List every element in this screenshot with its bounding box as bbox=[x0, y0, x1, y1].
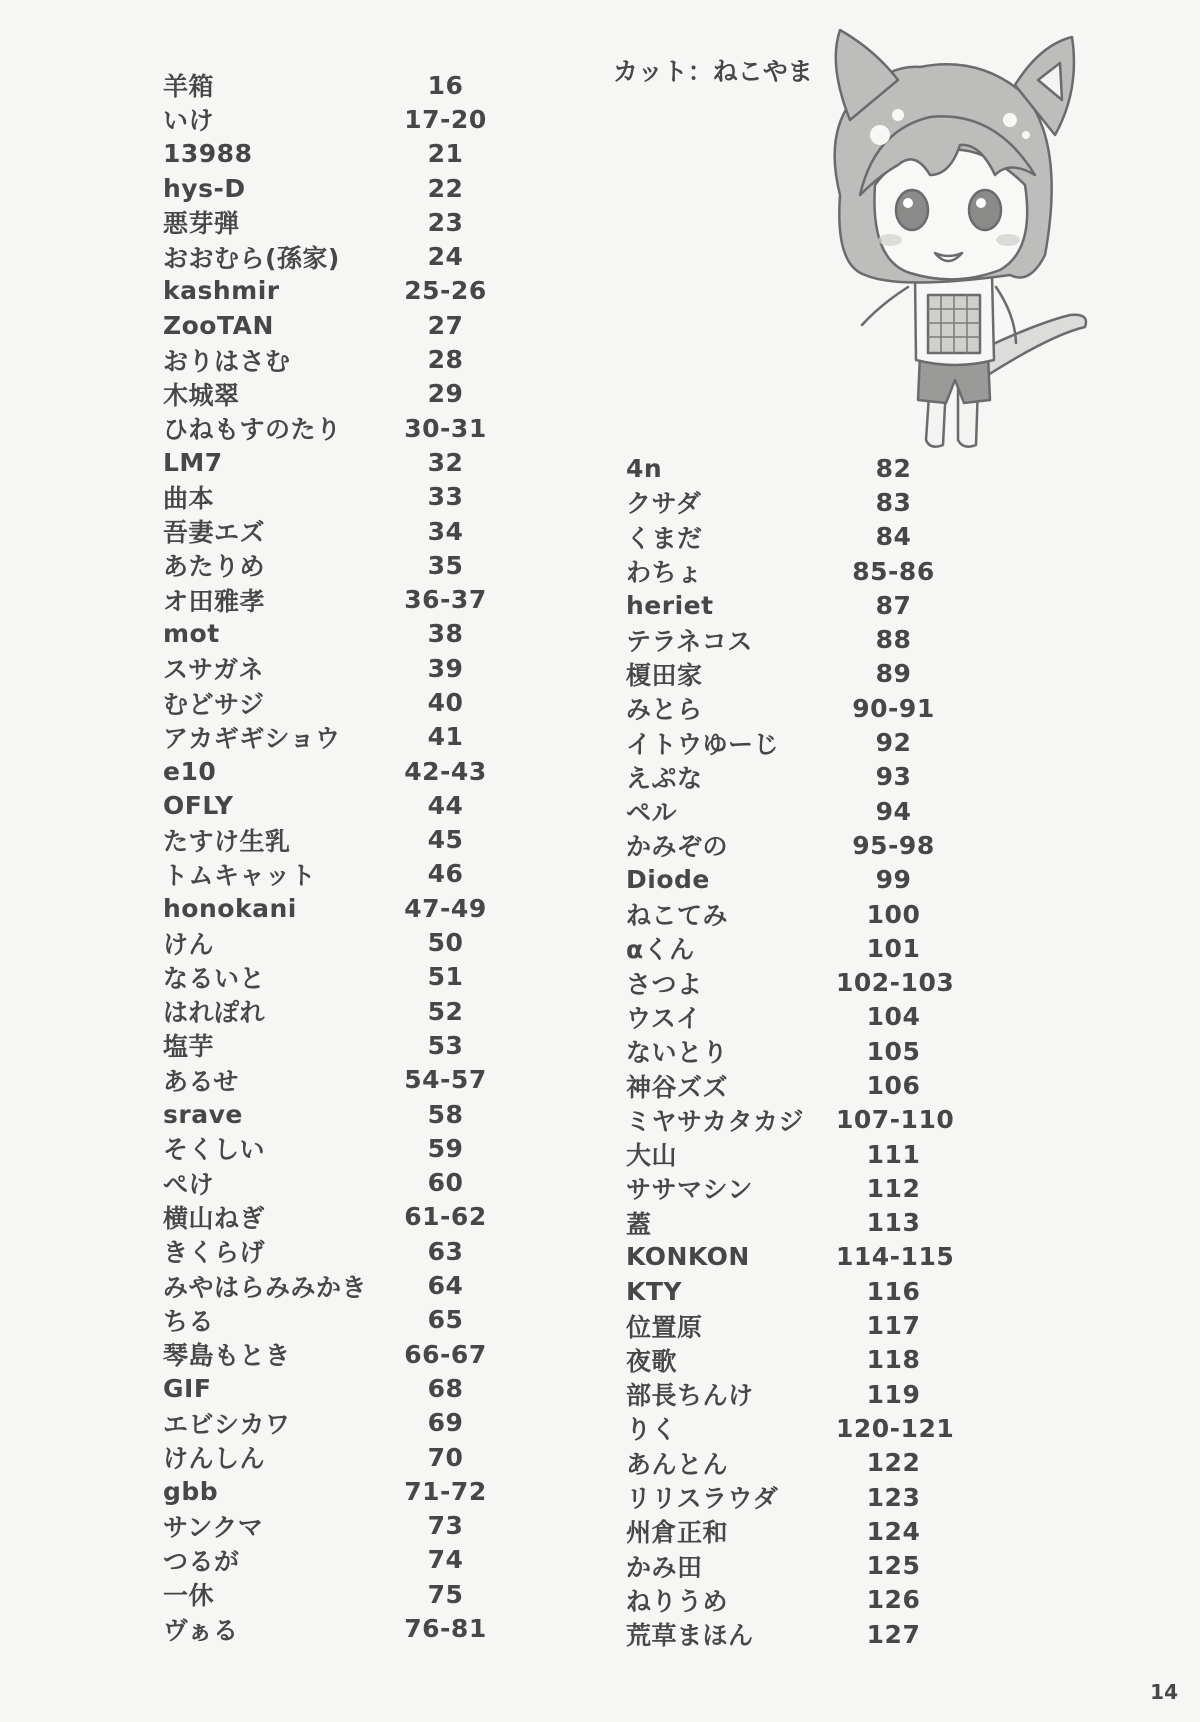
contents-entry bbox=[163, 1200, 503, 1234]
page-range: 101 bbox=[866, 933, 921, 963]
contributor-name: Diode bbox=[626, 865, 710, 895]
contributor-name: 吾妻エズ bbox=[163, 518, 266, 548]
page-range: 111 bbox=[866, 1139, 921, 1169]
contents-entry bbox=[626, 1137, 951, 1171]
contents-entry bbox=[163, 514, 503, 548]
contents-entry bbox=[163, 239, 503, 273]
page-range: 82 bbox=[875, 453, 912, 483]
contributor-name: リリスラウダ bbox=[626, 1484, 779, 1514]
contributor-name: 蓋 bbox=[626, 1209, 652, 1239]
contents-entry bbox=[163, 1166, 503, 1200]
page-range: 68 bbox=[427, 1373, 464, 1403]
page-range: 34 bbox=[427, 516, 464, 546]
contributor-name: 大山 bbox=[626, 1141, 678, 1171]
contents-entry bbox=[163, 857, 503, 891]
contributor-name: ZooTAN bbox=[163, 310, 274, 340]
contents-entry bbox=[163, 411, 503, 445]
page-range: 60 bbox=[427, 1168, 464, 1198]
page-range: 95-98 bbox=[852, 830, 935, 860]
contents-entry bbox=[163, 377, 503, 411]
page-range: 39 bbox=[427, 653, 464, 683]
contributor-name: はれぽれ bbox=[163, 998, 266, 1028]
contributor-name: 悪芽弾 bbox=[163, 209, 240, 239]
contents-entry bbox=[163, 445, 503, 479]
contents-entry bbox=[626, 1583, 951, 1617]
page-range: 113 bbox=[866, 1208, 921, 1238]
contributor-name: ミヤサカタカジ bbox=[626, 1106, 805, 1136]
contents-entry bbox=[626, 1068, 951, 1102]
contents-entry bbox=[626, 1446, 951, 1480]
contributor-name: サンクマ bbox=[163, 1512, 264, 1542]
contributor-name: トムキャット bbox=[163, 860, 317, 890]
page-range: 88 bbox=[875, 625, 912, 655]
contributor-name: 塩芋 bbox=[163, 1032, 215, 1062]
page-range: 27 bbox=[427, 310, 464, 340]
contents-entry bbox=[626, 554, 951, 588]
page-range: 53 bbox=[427, 1030, 464, 1060]
contributor-name: 部長ちんけ bbox=[626, 1381, 754, 1411]
contributor-name: さつよ bbox=[626, 969, 703, 999]
contents-entry bbox=[163, 994, 503, 1028]
contents-entry bbox=[626, 1343, 951, 1377]
contents-entry bbox=[626, 1514, 951, 1548]
contributor-name: 州倉正和 bbox=[626, 1518, 729, 1548]
page-range: 64 bbox=[427, 1271, 464, 1301]
contents-entry bbox=[163, 651, 503, 685]
page-range: 84 bbox=[875, 522, 912, 552]
contents-entry bbox=[163, 1577, 503, 1611]
contributor-list-left bbox=[163, 68, 503, 1646]
page-range: 17-20 bbox=[404, 104, 487, 134]
contributor-name: KONKON bbox=[626, 1242, 750, 1272]
contributor-name: 荒草まほん bbox=[626, 1621, 754, 1651]
contents-entry bbox=[626, 1206, 951, 1240]
contributor-name: テラネコス bbox=[626, 626, 753, 656]
contributor-name: あるせ bbox=[163, 1066, 239, 1096]
contributor-name: gbb bbox=[163, 1476, 219, 1506]
contents-entry bbox=[163, 1028, 503, 1062]
contributor-name: 13988 bbox=[163, 139, 253, 169]
page-range: 23 bbox=[427, 207, 464, 237]
contributor-name: つるが bbox=[163, 1546, 240, 1576]
contents-entry bbox=[626, 1617, 951, 1651]
contributor-name: αくん bbox=[626, 935, 695, 965]
page-range: 92 bbox=[875, 728, 912, 758]
page-range: 99 bbox=[875, 865, 912, 895]
contents-entry bbox=[163, 960, 503, 994]
page-range: 94 bbox=[875, 796, 912, 826]
contributor-name: KTY bbox=[626, 1276, 683, 1306]
contents-entry bbox=[626, 725, 951, 759]
page-range: 74 bbox=[427, 1545, 464, 1575]
contributor-name: ぺけ bbox=[163, 1169, 215, 1199]
contributor-name: 木城翠 bbox=[163, 380, 240, 410]
contributor-name: エビシカワ bbox=[163, 1409, 291, 1439]
contents-entry bbox=[163, 102, 503, 136]
contributor-name: ひねもすのたり bbox=[163, 415, 342, 445]
page-number: 14 bbox=[1150, 1680, 1178, 1704]
page-range: 59 bbox=[427, 1133, 464, 1163]
contributor-name: 夜歌 bbox=[626, 1346, 678, 1376]
contents-entry bbox=[163, 68, 503, 102]
page-range: 105 bbox=[866, 1036, 921, 1066]
contents-entry bbox=[163, 788, 503, 822]
contributor-name: きくらげ bbox=[163, 1238, 266, 1268]
page-range: 123 bbox=[866, 1482, 921, 1512]
contents-entry bbox=[163, 1097, 503, 1131]
contributor-name: なるいと bbox=[163, 963, 266, 993]
contributor-name: honokani bbox=[163, 893, 297, 923]
contributor-name: ウスイ bbox=[626, 1003, 702, 1033]
contributor-name: オ田雅孝 bbox=[163, 586, 266, 616]
contributor-name: みとら bbox=[626, 695, 703, 725]
contributor-name: mot bbox=[163, 619, 220, 649]
contents-entry bbox=[626, 794, 951, 828]
contributor-name: かみ田 bbox=[626, 1552, 703, 1582]
page-range: 51 bbox=[427, 962, 464, 992]
page-range: 106 bbox=[866, 1070, 921, 1100]
contributor-name: あんとん bbox=[626, 1449, 729, 1479]
contributor-name: スサガネ bbox=[163, 655, 265, 685]
contents-entry bbox=[163, 137, 503, 171]
contributor-name: えぷな bbox=[626, 763, 703, 793]
contents-entry bbox=[626, 965, 955, 999]
contributor-name: いけ bbox=[163, 106, 215, 136]
contributor-name: e10 bbox=[163, 756, 217, 786]
page-range: 29 bbox=[427, 379, 464, 409]
page-range: 44 bbox=[427, 790, 464, 820]
contributor-name: ねりうめ bbox=[626, 1586, 729, 1616]
contents-entry bbox=[626, 520, 951, 554]
contributor-name: みやはらみみかき bbox=[163, 1272, 368, 1302]
contributor-name: heriet bbox=[626, 590, 714, 620]
page-range: 127 bbox=[866, 1619, 921, 1649]
contributor-name: kashmir bbox=[163, 276, 280, 306]
contents-entry bbox=[626, 1274, 951, 1308]
page-range: 35 bbox=[427, 550, 464, 580]
contents-entry bbox=[163, 891, 503, 925]
contents-entry bbox=[163, 1474, 503, 1508]
contents-entry bbox=[163, 720, 503, 754]
contributor-name: わちょ bbox=[626, 558, 703, 588]
page-range: 47-49 bbox=[404, 893, 487, 923]
contributor-name: おりはさむ bbox=[163, 346, 291, 376]
page-range: 93 bbox=[875, 762, 912, 792]
contents-entry bbox=[163, 1543, 503, 1577]
contributor-name: ヴぁる bbox=[163, 1615, 239, 1645]
page-range: 25-26 bbox=[404, 276, 487, 306]
page-range: 38 bbox=[427, 619, 464, 649]
contents-entry bbox=[626, 588, 951, 622]
page-range: 73 bbox=[427, 1511, 464, 1541]
page-range: 40 bbox=[427, 687, 464, 717]
contributor-name: くまだ bbox=[626, 523, 703, 553]
page-range: 104 bbox=[866, 1002, 921, 1032]
contributor-name: 神谷ズズ bbox=[626, 1072, 729, 1102]
contents-entry bbox=[626, 931, 951, 965]
contents-entry bbox=[626, 1171, 951, 1205]
contents-entry bbox=[626, 1480, 951, 1514]
contributor-name: むどサジ bbox=[163, 689, 265, 719]
page-range: 70 bbox=[427, 1442, 464, 1472]
contributor-name: おおむら(孫家) bbox=[163, 243, 340, 273]
page-range: 50 bbox=[427, 928, 464, 958]
page-range: 33 bbox=[427, 482, 464, 512]
contents-entry bbox=[626, 760, 951, 794]
contributor-name: 横山ねぎ bbox=[163, 1203, 266, 1233]
page-range: 71-72 bbox=[404, 1476, 487, 1506]
contents-entry bbox=[626, 897, 951, 931]
page-range: 85-86 bbox=[852, 556, 935, 586]
page-range: 22 bbox=[427, 173, 464, 203]
contributor-list-right bbox=[626, 451, 955, 1651]
contributor-name: けんしん bbox=[163, 1444, 266, 1474]
page-range: 54-57 bbox=[404, 1065, 487, 1095]
contributor-name: けん bbox=[163, 929, 215, 959]
contributor-name: srave bbox=[163, 1099, 243, 1129]
page-range: 21 bbox=[427, 139, 464, 169]
contributor-name: 4n bbox=[626, 453, 663, 483]
contributor-name: ねこてみ bbox=[626, 901, 729, 931]
contents-entry bbox=[163, 1611, 503, 1645]
page-range: 125 bbox=[866, 1551, 921, 1581]
contents-entry bbox=[163, 582, 503, 616]
contents-entry bbox=[626, 1411, 955, 1445]
contributor-name: ペル bbox=[626, 798, 678, 828]
page-range: 69 bbox=[427, 1408, 464, 1438]
contributor-name: 一休 bbox=[163, 1581, 215, 1611]
contents-entry bbox=[626, 657, 951, 691]
contents-entry bbox=[626, 1240, 955, 1274]
page-range: 28 bbox=[427, 345, 464, 375]
cat-girl-illustration bbox=[780, 25, 1110, 465]
page-range: 58 bbox=[427, 1099, 464, 1129]
contents-entry bbox=[163, 480, 503, 514]
page-range: 102-103 bbox=[836, 968, 955, 998]
contents-entry bbox=[163, 548, 503, 582]
contents-entry bbox=[163, 1234, 503, 1268]
contributor-name: そくしい bbox=[163, 1135, 266, 1165]
contents-entry bbox=[163, 1440, 503, 1474]
contents-entry bbox=[626, 1308, 951, 1342]
contributor-name: たすけ生乳 bbox=[163, 826, 291, 856]
contents-entry bbox=[626, 691, 951, 725]
page-range: 45 bbox=[427, 825, 464, 855]
page-range: 87 bbox=[875, 590, 912, 620]
contributor-name: クサダ bbox=[626, 489, 702, 519]
contents-entry bbox=[163, 308, 503, 342]
page-range: 90-91 bbox=[852, 693, 935, 723]
page-range: 89 bbox=[875, 659, 912, 689]
page-range: 65 bbox=[427, 1305, 464, 1335]
page-range: 30-31 bbox=[404, 413, 487, 443]
contents-entry bbox=[163, 1303, 503, 1337]
contents-entry bbox=[626, 828, 951, 862]
contents-entry bbox=[163, 171, 503, 205]
page-range: 32 bbox=[427, 447, 464, 477]
contributor-name: 羊箱 bbox=[163, 72, 215, 102]
contributor-name: イトウゆーじ bbox=[626, 729, 780, 759]
contributor-name: あたりめ bbox=[163, 552, 266, 582]
page-range: 24 bbox=[427, 242, 464, 272]
page-range: 119 bbox=[866, 1379, 921, 1409]
contents-entry bbox=[163, 685, 503, 719]
contents-entry bbox=[626, 451, 951, 485]
page-range: 100 bbox=[866, 899, 921, 929]
contents-entry bbox=[163, 754, 503, 788]
contributor-name: hys-D bbox=[163, 173, 246, 203]
contributor-name: かみぞの bbox=[626, 832, 729, 862]
contents-entry bbox=[626, 1000, 951, 1034]
contents-entry bbox=[163, 342, 503, 376]
contributor-name: 曲本 bbox=[163, 483, 215, 513]
contents-entry bbox=[163, 1508, 503, 1542]
page-range: 83 bbox=[875, 487, 912, 517]
page-range: 61-62 bbox=[404, 1202, 487, 1232]
page-range: 114-115 bbox=[836, 1242, 955, 1272]
page-range: 120-121 bbox=[836, 1413, 955, 1443]
contents-entry bbox=[163, 925, 503, 959]
contributor-name: LM7 bbox=[163, 447, 223, 477]
contents-entry bbox=[163, 1063, 503, 1097]
contributor-name: GIF bbox=[163, 1373, 212, 1403]
contents-entry bbox=[626, 1103, 955, 1137]
contents-entry bbox=[626, 1034, 951, 1068]
page-range: 126 bbox=[866, 1585, 921, 1615]
page-range: 36-37 bbox=[404, 585, 487, 615]
contents-entry bbox=[626, 622, 951, 656]
page-range: 107-110 bbox=[836, 1105, 955, 1135]
page-range: 46 bbox=[427, 859, 464, 889]
page-range: 122 bbox=[866, 1448, 921, 1478]
page-range: 16 bbox=[427, 70, 464, 100]
contents-entry bbox=[163, 823, 503, 857]
contributor-name: 琴島もとき bbox=[163, 1341, 291, 1371]
page-range: 124 bbox=[866, 1516, 921, 1546]
contents-entry bbox=[163, 1406, 503, 1440]
contributor-name: ないとり bbox=[626, 1038, 729, 1068]
contents-entry bbox=[163, 1337, 503, 1371]
contents-entry bbox=[163, 617, 503, 651]
page-range: 66-67 bbox=[404, 1339, 487, 1369]
contributor-name: 位置原 bbox=[626, 1312, 703, 1342]
contributor-name: アカギギショウ bbox=[163, 723, 341, 753]
page-range: 116 bbox=[866, 1276, 921, 1306]
contents-entry bbox=[163, 1268, 503, 1302]
page-range: 118 bbox=[866, 1345, 921, 1375]
page-range: 42-43 bbox=[404, 756, 487, 786]
contributor-name: 榎田家 bbox=[626, 660, 703, 690]
page-range: 117 bbox=[866, 1311, 921, 1341]
contents-entry bbox=[626, 1549, 951, 1583]
page-range: 112 bbox=[866, 1173, 921, 1203]
page-range: 63 bbox=[427, 1236, 464, 1266]
page-range: 52 bbox=[427, 996, 464, 1026]
page-range: 41 bbox=[427, 722, 464, 752]
contents-entry bbox=[163, 205, 503, 239]
contributor-name: OFLY bbox=[163, 790, 234, 820]
page-range: 75 bbox=[427, 1579, 464, 1609]
contributor-name: りく bbox=[626, 1415, 678, 1445]
contributor-name: ちる bbox=[163, 1306, 215, 1336]
contents-entry bbox=[626, 1377, 951, 1411]
contents-entry bbox=[626, 485, 951, 519]
contents-entry bbox=[163, 1371, 503, 1405]
contributor-name: ササマシン bbox=[626, 1175, 753, 1205]
contents-entry bbox=[163, 1131, 503, 1165]
illustration-credit: カット：ねこやま bbox=[613, 57, 813, 86]
page-range: 76-81 bbox=[404, 1614, 487, 1643]
contents-entry bbox=[626, 863, 951, 897]
contents-entry bbox=[163, 274, 503, 308]
